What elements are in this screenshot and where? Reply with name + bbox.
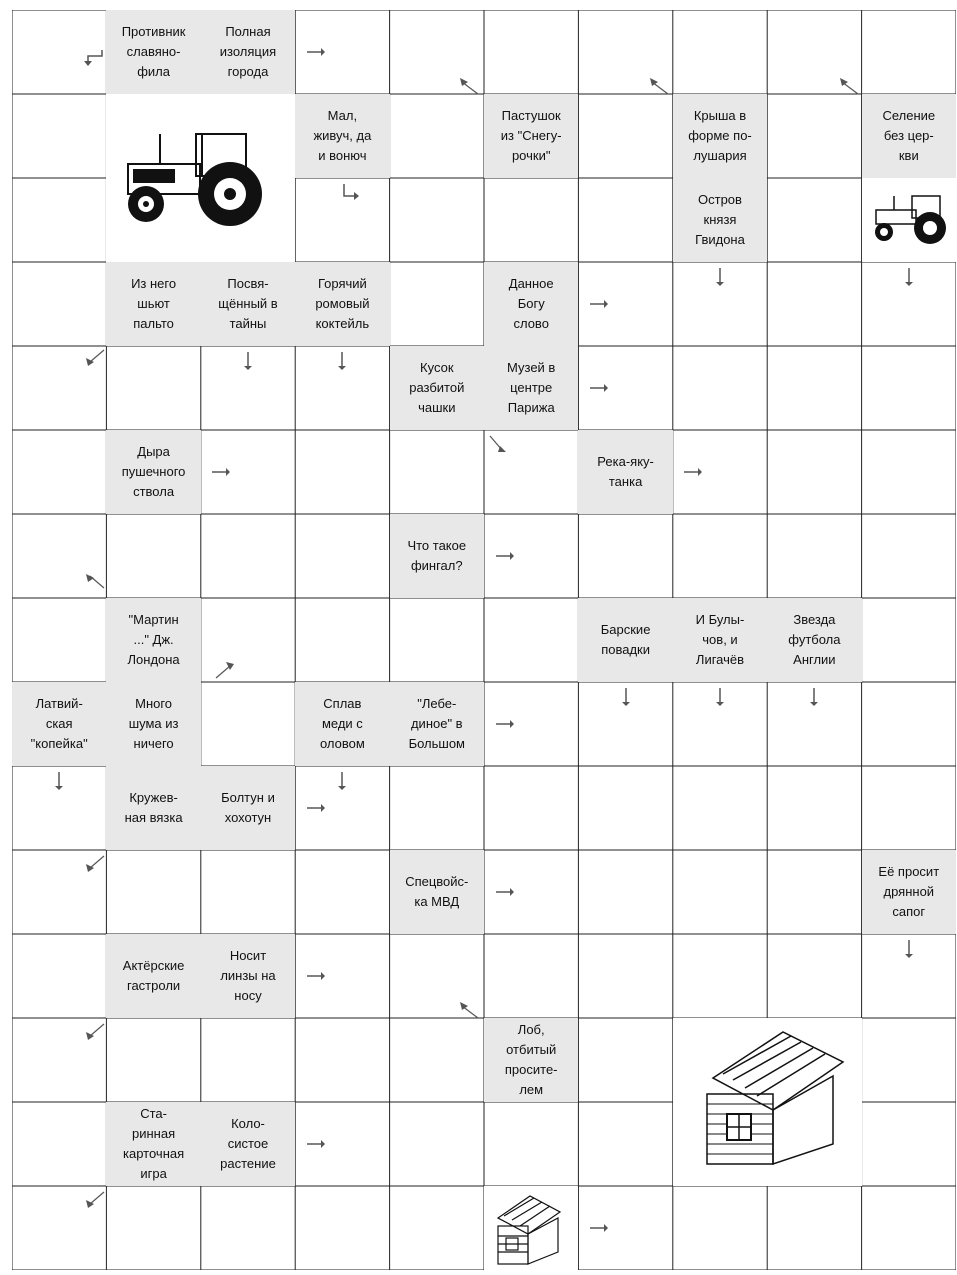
clue-text: "Мартин ..." Дж. Лондона xyxy=(127,612,180,667)
arrow-diagonal-icon xyxy=(86,854,106,874)
clue-text: Остров князя Гвидона xyxy=(695,192,745,247)
clue-cell xyxy=(295,94,389,178)
clue-text: Лоб, отбитый просите- лем xyxy=(504,1022,558,1097)
clue-cell xyxy=(484,94,578,178)
tractor-picture-large xyxy=(106,94,295,262)
clue-text: Из него шьют пальто xyxy=(131,276,177,331)
clue-cell xyxy=(484,262,578,346)
clue-cell xyxy=(673,178,767,262)
clue-text: Дыра пушечного ствола xyxy=(121,444,186,499)
clue-cell xyxy=(295,682,389,766)
arrow-down-icon xyxy=(899,938,919,958)
clue-text: Актёрские гастроли xyxy=(122,958,185,993)
log-house-picture-large xyxy=(673,1018,862,1186)
clue-text: Посвя- щённый в тайны xyxy=(218,276,278,331)
arrow-down-icon xyxy=(710,266,730,286)
arrow-diagonal-icon xyxy=(214,660,234,680)
clue-cell xyxy=(12,682,106,766)
clue-text: Носит линзы на носу xyxy=(220,948,276,1003)
arrow-right-icon xyxy=(305,1134,325,1154)
arrow-diagonal-icon xyxy=(840,76,860,96)
clue-text: И Булы- чов, и Лигачёв xyxy=(695,612,745,667)
clue-cell xyxy=(390,682,484,766)
clue-cell xyxy=(673,94,767,178)
arrow-down-icon xyxy=(332,770,352,790)
clue-text: Мал, живуч, да и вонюч xyxy=(313,108,372,163)
clue-text: Кружев- ная вязка xyxy=(124,790,183,825)
clue-cell xyxy=(390,850,484,934)
tractor-picture-small xyxy=(862,178,956,262)
arrow-down-icon xyxy=(49,770,69,790)
clue-cell xyxy=(390,514,484,598)
arrow-right-icon xyxy=(588,378,608,398)
log-house-icon xyxy=(673,1018,861,1186)
clue-cell xyxy=(295,262,389,346)
clue-cell xyxy=(106,598,200,682)
scanword-grid xyxy=(12,10,956,1270)
arrow-diagonal-icon xyxy=(86,1022,106,1042)
clue-cell xyxy=(390,346,484,430)
clue-cell xyxy=(106,934,200,1018)
clue-cell xyxy=(106,430,200,514)
clue-text: Болтун и хохотун xyxy=(221,790,275,825)
clue-text: Коло- систое растение xyxy=(220,1116,276,1171)
clue-text: Сплав меди с оловом xyxy=(319,696,365,751)
clue-cell xyxy=(201,766,295,850)
arrow-elbow-icon xyxy=(84,48,104,68)
clue-text: Много шума из ничего xyxy=(128,696,179,751)
arrow-right-icon xyxy=(305,966,325,986)
clue-cell xyxy=(201,262,295,346)
arrow-right-icon xyxy=(494,546,514,566)
clue-cell xyxy=(106,1102,200,1186)
arrow-down-icon xyxy=(332,350,352,370)
clue-cell xyxy=(201,10,295,94)
tractor-icon xyxy=(862,178,956,262)
arrow-diagonal-icon xyxy=(460,1000,480,1020)
clue-cell xyxy=(578,598,672,682)
arrow-diagonal-icon xyxy=(86,1190,106,1210)
arrow-right-icon xyxy=(305,798,325,818)
arrow-down-icon xyxy=(238,350,258,370)
clue-cell xyxy=(484,346,578,430)
clue-text: Ста- ринная карточная игра xyxy=(123,1106,185,1181)
clue-text: Барские повадки xyxy=(600,622,651,657)
clue-text: Спецвойс- ка МВД xyxy=(405,874,469,909)
arrow-diagonal-icon xyxy=(86,348,106,368)
clue-text: Звезда футбола Англии xyxy=(788,612,841,667)
clue-text: Что такое фингал? xyxy=(407,538,467,573)
arrow-down-icon xyxy=(616,686,636,706)
clue-cell xyxy=(673,598,767,682)
arrow-diagonal-icon xyxy=(488,434,508,454)
clue-cell xyxy=(862,850,956,934)
clue-cell xyxy=(767,598,861,682)
clue-cell xyxy=(106,766,200,850)
clue-text: Кусок разбитой чашки xyxy=(409,360,465,415)
log-house-picture-small xyxy=(484,1186,578,1270)
arrow-right-icon xyxy=(494,882,514,902)
arrow-elbow-icon xyxy=(340,182,360,202)
clue-cell xyxy=(106,682,200,766)
clue-text: Противник славяно- фила xyxy=(121,24,186,79)
clue-cell xyxy=(578,430,672,514)
clue-text: Её просит дрянной сапог xyxy=(878,864,940,919)
arrow-down-icon xyxy=(899,266,919,286)
arrow-diagonal-icon xyxy=(460,76,480,96)
tractor-icon xyxy=(106,94,294,262)
clue-text: Полная изоляция города xyxy=(219,24,277,79)
arrow-right-icon xyxy=(588,294,608,314)
clue-text: Данное Богу слово xyxy=(508,276,554,331)
arrow-right-icon xyxy=(588,1218,608,1238)
clue-text: Селение без цер- кви xyxy=(882,108,936,163)
arrow-right-icon xyxy=(210,462,230,482)
clue-text: Горячий ромовый коктейль xyxy=(315,276,370,331)
arrow-diagonal-icon xyxy=(650,76,670,96)
arrow-down-icon xyxy=(804,686,824,706)
arrow-right-icon xyxy=(494,714,514,734)
log-house-icon xyxy=(484,1186,578,1270)
clue-text: Река-яку- танка xyxy=(597,454,654,489)
clue-cell xyxy=(201,934,295,1018)
clue-text: Латвий- ская "копейка" xyxy=(30,696,88,751)
clue-text: Крыша в форме по- лушария xyxy=(688,108,752,163)
clue-text: Пастушок из "Снегу- рочки" xyxy=(500,108,562,163)
clue-cell xyxy=(862,94,956,178)
clue-cell xyxy=(106,262,200,346)
arrow-diagonal-icon xyxy=(86,572,106,592)
clue-cell xyxy=(106,10,200,94)
arrow-right-icon xyxy=(682,462,702,482)
clue-cell xyxy=(201,1102,295,1186)
arrow-down-icon xyxy=(710,686,730,706)
arrow-right-icon xyxy=(305,42,325,62)
clue-cell xyxy=(484,1018,578,1102)
clue-text: "Лебе- диное" в Большом xyxy=(408,696,465,751)
clue-text: Музей в центре Парижа xyxy=(507,360,556,415)
